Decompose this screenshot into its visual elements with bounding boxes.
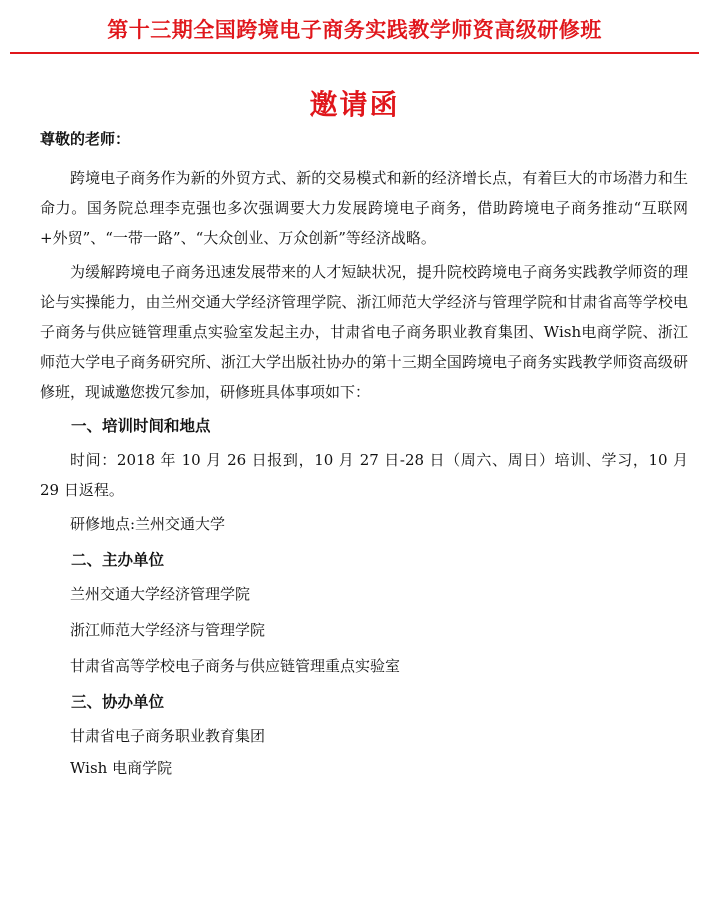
co-organizer-item: Wish 电商学院 — [70, 759, 173, 777]
purpose-paragraph: 为缓解跨境电子商务迅速发展带来的人才短缺状况，提升院校跨境电子商务实践教学师资的理论与实操能力，由兰州交通大学经济管理学院、浙江师范大学经济与管理学院和甘肃省高等学校电子商务与供应链管理重点实验室发起主办，甘肃省电子商务职业教育集团、Wish电商学院、浙江师范大学电子商务研究所、浙江大学出版社协办的第十三期全国跨境电子商务实践教学师资高级研修班，现诚邀您拨冗参加，研修班具体事项如下： — [40, 263, 688, 401]
invitation-title: 邀请函 — [309, 88, 400, 121]
organizer-item: 甘肃省高等学校电子商务与供应链管理重点实验室 — [70, 657, 401, 675]
organizer-item: 浙江师范大学经济与管理学院 — [70, 621, 266, 639]
header-divider — [10, 52, 699, 54]
letter-body — [40, 163, 688, 785]
training-location: 研修地点:兰州交通大学 — [70, 515, 226, 533]
section-heading-organizers: 二、主办单位 — [71, 551, 165, 569]
document-header-title: 第十三期全国跨境电子商务实践教学师资高级研修班 — [107, 18, 602, 42]
section-heading-co-organizers: 三、协办单位 — [71, 693, 165, 711]
organizer-item: 兰州交通大学经济管理学院 — [70, 585, 251, 603]
greeting: 尊敬的老师： — [40, 130, 131, 148]
intro-paragraph: 跨境电子商务作为新的外贸方式、新的交易模式和新的经济增长点，有着巨大的市场潜力和生命力。国务院总理李克强也多次强调要大力发展跨境电子商务，借助跨境电子商务推动“互联网+外贸”、“一带一路”、“大众创业、万众创新”等经济战略。 — [40, 169, 688, 247]
training-time: 时间：2018 年 10 月 26 日报到，10 月 27 日-28 日（周六、周日）培训、学习，10 月 29 日返程。 — [40, 451, 688, 499]
co-organizer-item: 甘肃省电子商务职业教育集团 — [70, 727, 266, 745]
section-heading-training: 一、培训时间和地点 — [71, 417, 211, 435]
